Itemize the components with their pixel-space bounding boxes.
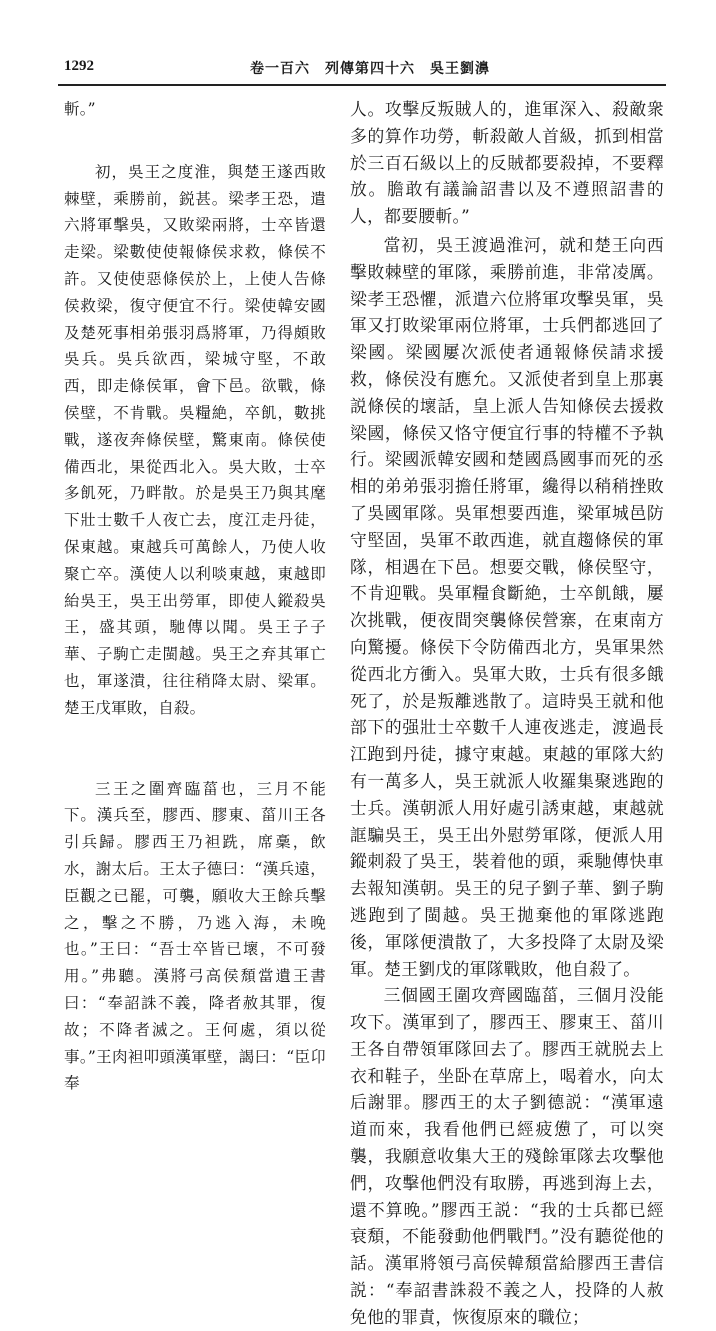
original-text-column [64,96,326,1097]
page-header [64,58,660,84]
original-paragraph-2: 初，吳王之度淮，與楚王遂西敗棘壁，乘勝前，鋭甚。梁孝王恐，遣六將軍擊吳，又敗梁兩將，士卒皆還走梁。梁數使使報條侯求救，條侯不許。又使使惡條侯於上，上使人告條侯救梁，復守便宜不行。梁使韓安國及楚死事相弟張羽爲將軍，乃得頗敗吳兵。吳兵欲西，梁城守堅，不敢西，即走條侯軍，會下邑。欲戰，條侯壁，不肯戰。吳糧絶，卒飢，數挑戰，遂夜奔條侯壁，驚東南。條侯使備西北，果從西北入。吳大敗，士卒多飢死，乃畔散。於是吳王乃與其麾下壯士數千人夜亡去，度江走丹徒，保東越。東越兵可萬餘人，乃使人收聚亡卒。漢使人以利啖東越，東越即紿吳王，吳王出勞軍，即使人鏦殺吳王，盛其頭，馳傳以聞。吳王子子華、子駒亡走閩越。吳王之弃其軍亡也，軍遂潰，往往稍降太尉、梁軍。楚王戊軍敗，自殺。 [64,162,326,717]
translation-text-column [350,96,664,1331]
header-rule [58,84,666,86]
running-title: 卷一百六 列傳第四十六 吳王劉濞 [250,61,490,77]
translation-paragraph-1: 人。攻擊反叛賊人的，進軍深入、殺敵衆多的算作功勞，斬殺敵人首級，抓到相當於三百石級以上的反賊都要殺掉，不要釋放。膽敢有議論詔書以及不遵照詔書的人，都要腰斬。” [350,99,664,227]
original-paragraph-1: 斬。” [64,100,96,118]
translation-paragraph-3: 三個國王圍攻齊國臨菑，三個月没能攻下。漢軍到了，膠西王、膠東王、菑川王各自帶領軍隊回去了。膠西王就脱去上衣和鞋子，坐卧在草席上，喝着水，向太后謝罪。膠西王的太子劉德説：“漢軍遠道而來，我看他們已經疲憊了，可以突襲，我願意收集大王的殘餘軍隊去攻擊他們，攻擊他們没有取勝，再逃到海上去，還不算晚。”膠西王説：“我的士兵都已經衰頽，不能發動他們戰鬥。”没有聽從他的話。漢軍將領弓高侯韓頹當給膠西王書信説：“奉詔書誅殺不義之人，投降的人赦免他的罪責，恢復原來的職位； [350,985,664,1327]
translation-paragraph-2: 當初，吳王渡過淮河，就和楚王向西擊敗棘壁的軍隊，乘勝前進，非常凌厲。梁孝王恐懼，派遣六位將軍攻擊吳軍，吳軍又打敗梁軍兩位將軍，士兵們都逃回了梁國。梁國屢次派使者通報條侯請求援救，條侯没有應允。又派使者到皇上那裏説條侯的壞話，皇上派人告知條侯去援救梁國，條侯又恪守便宜行事的特權不予執行。梁國派韓安國和楚國爲國事而死的丞相的弟弟張羽擔任將軍，纔得以稍稍挫敗了吳國軍隊。吳軍想要西進，梁軍城邑防守堅固，吳軍不敢西進，就直趨條侯的軍隊，相遇在下邑。想要交戰，條侯堅守，不肯迎戰。吳軍糧食斷絶，士卒飢餓，屢次挑戰，便夜間突襲條侯營寨，在東南方向驚擾。條侯下令防備西北方，吳軍果然從西北方衝入。吳軍大敗，士兵有很多餓死了，於是叛離逃散了。這時吳王就和他部下的强壯士卒數千人連夜逃走，渡過長江跑到丹徒，據守東越。東越的軍隊大約有一萬多人，吳王就派人收羅集聚逃跑的士兵。漢朝派人用好處引誘東越，東越就誆騙吳王，吳王出外慰勞軍隊，便派人用鏦刺殺了吳王，裝着他的頭，乘馳傳快車去報知漢朝。吳王的兒子劉子華、劉子駒逃跑到了閩越。吳王拋棄他的軍隊逃跑後，軍隊便潰散了，大多投降了太尉及梁軍。楚王劉戊的軍隊戰敗，他自殺了。 [350,234,664,979]
paragraph-gap [64,722,326,776]
paragraph-gap [64,123,326,159]
original-paragraph-3: 三王之圍齊臨菑也，三月不能下。漢兵至，膠西、膠東、菑川王各引兵歸。膠西王乃袒跣，席稾，飲水，謝太后。王太子德曰：“漢兵遠，臣觀之已罷，可襲，願收大王餘兵擊之，擊之不勝，乃逃入海，未晚也。”王曰：“吾士卒皆已壞，不可發用。”弗聽。漢將弓高侯頹當遺王書曰：“奉詔誅不義，降者赦其罪，復故；不降者滅之。王何處，須以從事。”王肉袒叩頭漢軍壁，謁曰：“臣卬奉 [64,779,326,1093]
page-number: 1292 [64,58,94,74]
